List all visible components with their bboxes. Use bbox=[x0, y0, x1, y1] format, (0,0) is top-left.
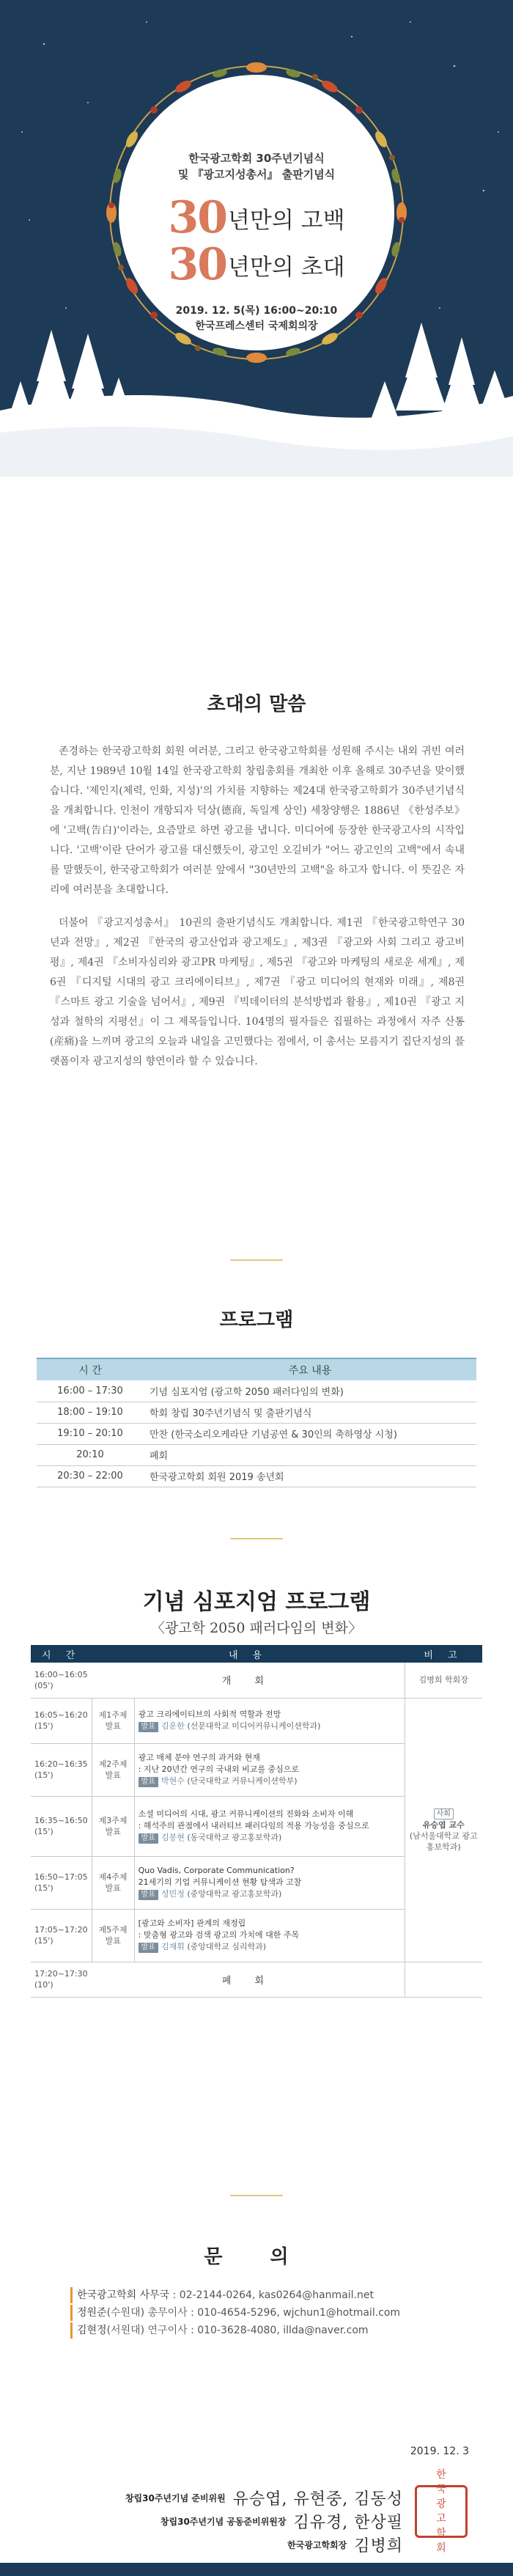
session-title: 광고 매체 분야 연구의 과거와 현재 bbox=[138, 1753, 260, 1762]
program-content: 만찬 (한국소리오케라단 기념공연 & 30인의 축하영상 시청) bbox=[144, 1423, 476, 1444]
event-date: 2019. 12. 5(목) 16:00~20:10 bbox=[175, 305, 338, 317]
session-time-range: 17:20~17:30 bbox=[34, 1969, 88, 1979]
speaker-affiliation: (중앙대학교 심리학과) bbox=[187, 1942, 267, 1951]
opening-note: 김병희 학회장 bbox=[405, 1663, 482, 1698]
program-time: 18:00 – 19:10 bbox=[37, 1402, 144, 1423]
table-row bbox=[37, 1380, 476, 1402]
hero-subtitle-2: 및 『광고지성총서』 출판기념식 bbox=[177, 168, 336, 181]
seal-char: 학 bbox=[436, 2528, 446, 2539]
signature-role: 한국광고학회장 bbox=[287, 2540, 347, 2550]
session-time bbox=[31, 1962, 92, 1997]
hero-headline-2-number: 30 bbox=[168, 239, 226, 290]
signature-role: 창립30주년기념 공동준비위원장 bbox=[160, 2517, 287, 2527]
session-title-sub: : 해석주의 관점에서 내러티브 패러다임의 적용 가능성을 중심으로 bbox=[138, 1821, 369, 1830]
section-divider bbox=[230, 1259, 283, 1261]
table-row bbox=[31, 1663, 482, 1698]
session-content bbox=[134, 1856, 405, 1909]
symposium-header-note: 비 고 bbox=[405, 1645, 482, 1663]
session-time bbox=[31, 1909, 92, 1962]
session-duration: (15') bbox=[34, 1770, 53, 1780]
event-venue: 한국프레스센터 국제회의장 bbox=[195, 320, 318, 332]
program-content: 폐회 bbox=[144, 1444, 476, 1465]
session-content bbox=[134, 1909, 405, 1962]
signature-row bbox=[125, 2487, 403, 2509]
session-time bbox=[31, 1856, 92, 1909]
session-duration: (15') bbox=[34, 1883, 53, 1893]
session-duration: (15') bbox=[34, 1827, 53, 1836]
footer-band bbox=[0, 2563, 513, 2576]
session-title: 소셜 미디어의 시대, 광고 커뮤니케이션의 진화와 소비자 이해 bbox=[138, 1809, 354, 1819]
welcome-body bbox=[50, 742, 465, 1085]
moderator-name: 유승엽 교수 bbox=[422, 1819, 465, 1830]
session-duration: (15') bbox=[34, 1721, 53, 1731]
hero-headline-1-text: 년만의 고백 bbox=[227, 207, 345, 234]
contact-detail: (수원대) 총무이사 : 010-4654-5296, wjchun1@hotmail.com bbox=[106, 2307, 401, 2319]
seal-char: 광 bbox=[436, 2498, 446, 2510]
speaker-affiliation: (단국대학교 커뮤니케이션학부) bbox=[187, 1776, 298, 1786]
session-label: 제5주제 발표 bbox=[92, 1909, 134, 1962]
moderator-badge: 사회 bbox=[434, 1808, 454, 1819]
seal-char: 고 bbox=[436, 2513, 446, 2525]
session-duration: (10') bbox=[34, 1980, 53, 1990]
session-time bbox=[31, 1663, 92, 1698]
contact-detail: (서원대) 연구이사 : 010-3628-4080, illda@naver.com bbox=[106, 2325, 369, 2336]
seal-char: 한 bbox=[436, 2469, 446, 2481]
section-divider bbox=[230, 1538, 283, 1539]
program-content: 학회 창립 30주년기념식 및 출판기념식 bbox=[144, 1402, 476, 1423]
closing-label: 폐 회 bbox=[92, 1962, 405, 1997]
session-time-range: 16:50~17:05 bbox=[34, 1872, 88, 1882]
welcome-paragraph-2: 더불어 『광고지성총서』 10권의 출판기념식도 개최합니다. 제1권 『한국광고학연구 30년과 전망』, 제2권 『한국의 광고산업과 광고제도』, 제3권 『광고와 사회 그리고 광고비평』, 제4권 『소비자심리와 광고PR 마케팅』, 제5권 『광고와 마케팅의 새로운 세계』, 제6권 『디지털 시대의 광고 크리에이티브』, 제7권 『광고 미디어의 현재와 미래』, 제8권 『스마트 광고 기술을 넘어서』, 제9권 『빅데이터의 분석방법과 활용』, 제10권 『광고 지성과 철학의 지평선』이 그 제목들입니다. 104명의 필자들은 집필하는 과정에서 자주 산통(産痛)을 느끼며 광고의 오늘과 내일을 고민했다는 점에서, 이 총서는 모름지기 집단지성의 플랫폼이자 광고지성의 향연이라 할 수 있습니다. bbox=[50, 917, 465, 1067]
session-time bbox=[31, 1698, 92, 1743]
list-item bbox=[70, 2287, 451, 2303]
speaker-affiliation: (동국대학교 광고홍보학과) bbox=[187, 1833, 282, 1842]
contact-org: 정원준 bbox=[77, 2307, 107, 2319]
program-header-time: 시 간 bbox=[37, 1358, 144, 1380]
welcome-paragraph-1: 존경하는 한국광고학회 회원 여러분, 그리고 한국광고학회를 성원해 주시는 내외 귀빈 여러분, 지난 1989년 10월 14일 한국광고학회 창립총회를 개최한 이후 올해로 30주년을 맞이했습니다. '제인지(체력, 인화, 지성)'의 가치를 지향하는 제24대 한국광고학회가 30주년기념식을 개최합니다. 인천이 개항되자 덕상(德商, 독일계 상인) 세창양행은 1886년 《한성주보》에 '고백(告白)'이라는, 요즘말로 하면 광고를 냅니다. 미디어에 등장한 한국광고사의 시작입니다. '고백'이란 단어가 광고를 대신했듯이, 광고인 오길비가 "어느 광고인의 고백"에서 속내를 말했듯이, 한국광고학회가 여러분 앞에서 "30년만의 고백"을 하고자 합니다. 이 뜻깊은 자리에 여러분을 초대합니다. bbox=[50, 746, 465, 896]
session-time-range: 16:35~16:50 bbox=[34, 1816, 88, 1825]
session-title-sub: : 지난 20년간 연구의 국내외 비교를 중심으로 bbox=[138, 1764, 299, 1774]
symposium-header-content: 내 용 bbox=[92, 1645, 405, 1663]
symposium-table bbox=[31, 1645, 482, 1998]
presenter-badge: 발표 bbox=[139, 1943, 158, 1953]
session-label: 제1주제 발표 bbox=[92, 1698, 134, 1743]
speaker-name: 박현수 bbox=[160, 1776, 185, 1786]
program-time: 20:10 bbox=[37, 1444, 144, 1465]
symposium-title: 기념 심포지엄 프로그램 bbox=[142, 1589, 371, 1615]
speaker-name: 김봉현 bbox=[160, 1833, 185, 1842]
session-time bbox=[31, 1796, 92, 1856]
session-time bbox=[31, 1743, 92, 1796]
session-time-range: 17:05~17:20 bbox=[34, 1925, 88, 1935]
table-row bbox=[37, 1444, 476, 1465]
speaker-name: 김재휘 bbox=[160, 1942, 185, 1951]
opening-label: 개 회 bbox=[92, 1663, 405, 1698]
hero-headline-1-number: 30 bbox=[168, 192, 226, 243]
session-duration: (05') bbox=[34, 1680, 53, 1690]
signature-role: 창립30주년기념 준비위원 bbox=[125, 2493, 226, 2503]
program-title: 프로그램 bbox=[219, 1309, 294, 1331]
hero-text bbox=[0, 0, 513, 476]
moderator-cell bbox=[405, 1698, 482, 1962]
hero-headline-2 bbox=[0, 239, 513, 290]
program-header-content: 주요 내용 bbox=[144, 1358, 476, 1380]
speaker-affiliation: (중앙대학교 광고홍보학과) bbox=[187, 1889, 282, 1899]
list-item bbox=[70, 2305, 451, 2321]
contact-title: 문 의 bbox=[204, 2246, 309, 2268]
welcome-title: 초대의 말씀 bbox=[207, 693, 306, 715]
session-label: 제4주제 발표 bbox=[92, 1856, 134, 1909]
table-row bbox=[31, 1698, 482, 1743]
session-time-range: 16:20~16:35 bbox=[34, 1759, 88, 1769]
contact-detail: : 02-2144-0264, kas0264@hanmail.net bbox=[169, 2289, 374, 2301]
table-row bbox=[37, 1423, 476, 1444]
program-content: 기념 심포지엄 (광고학 2050 패러다임의 변화) bbox=[144, 1380, 476, 1402]
hero-headline-2-text: 년만의 초대 bbox=[227, 254, 345, 281]
hero-subtitle-1: 한국광고학회 30주년기념식 bbox=[188, 152, 325, 165]
session-duration: (15') bbox=[34, 1936, 53, 1946]
table-row bbox=[37, 1402, 476, 1423]
program-header-row bbox=[37, 1358, 476, 1380]
presenter-badge: 발표 bbox=[139, 1890, 158, 1900]
official-seal bbox=[415, 2469, 468, 2554]
session-time-range: 16:05~16:20 bbox=[34, 1710, 88, 1720]
session-title: Quo Vadis, Corporate Communication? bbox=[138, 1866, 295, 1875]
program-time: 20:30 – 22:00 bbox=[37, 1465, 144, 1487]
session-title: 광고 크리에이티브의 사회적 역할과 전망 bbox=[138, 1710, 281, 1719]
program-table bbox=[37, 1358, 476, 1487]
signature-names: 김유경, 한상필 bbox=[293, 2514, 403, 2532]
table-row bbox=[37, 1465, 476, 1487]
signature-names: 유승엽, 유현중, 김동성 bbox=[232, 2490, 403, 2509]
symposium-header-row bbox=[31, 1645, 482, 1663]
symposium-subtitle: 〈광고학 2050 패러다임의 변화〉 bbox=[150, 1620, 362, 1636]
session-title-sub: : 맞춤형 광고와 검색 광고의 가치에 대한 주목 bbox=[138, 1930, 300, 1940]
speaker-name: 성민정 bbox=[160, 1889, 185, 1899]
session-label: 제3주제 발표 bbox=[92, 1796, 134, 1856]
session-title: [광고와 소비자] 관계의 재정립 bbox=[138, 1918, 246, 1928]
signature-row bbox=[287, 2533, 403, 2556]
presenter-badge: 발표 bbox=[139, 1722, 158, 1732]
session-content bbox=[134, 1743, 405, 1796]
speaker-name: 김운한 bbox=[160, 1721, 185, 1731]
hero-headline-1 bbox=[0, 192, 513, 243]
letter-date: 2019. 12. 3 bbox=[410, 2446, 469, 2457]
seal-char: 국 bbox=[436, 2484, 446, 2495]
program-time: 16:00 – 17:30 bbox=[37, 1380, 144, 1402]
closing-note bbox=[405, 1962, 482, 1997]
presenter-badge: 발표 bbox=[139, 1833, 158, 1844]
contact-org: 한국광고학회 사무국 bbox=[77, 2289, 170, 2301]
table-row bbox=[31, 1962, 482, 1997]
session-title-sub: 21세기의 기업 커뮤니케이션 현황 탐색과 고찰 bbox=[138, 1877, 302, 1887]
symposium-header-time: 시 간 bbox=[31, 1645, 92, 1663]
list-item bbox=[70, 2322, 451, 2338]
session-content bbox=[134, 1698, 405, 1743]
speaker-affiliation: (선문대학교 미디어커뮤니케이션학과) bbox=[187, 1721, 321, 1731]
moderator-affiliation: (남서울대학교 광고홍보학과) bbox=[409, 1830, 478, 1852]
signature-names: 김병희 bbox=[354, 2537, 403, 2555]
contact-list bbox=[70, 2287, 451, 2340]
program-content: 한국광고학회 회원 2019 송년회 bbox=[144, 1465, 476, 1487]
program-time: 19:10 – 20:10 bbox=[37, 1423, 144, 1444]
section-divider bbox=[230, 2195, 283, 2196]
signature-row bbox=[160, 2510, 403, 2533]
contact-org: 김현정 bbox=[77, 2325, 107, 2336]
session-time-range: 16:00~16:05 bbox=[34, 1669, 88, 1679]
session-label: 제2주제 발표 bbox=[92, 1743, 134, 1796]
hero-banner bbox=[0, 0, 513, 476]
presenter-badge: 발표 bbox=[139, 1777, 158, 1787]
session-content bbox=[134, 1796, 405, 1856]
seal-char: 회 bbox=[436, 2542, 446, 2554]
